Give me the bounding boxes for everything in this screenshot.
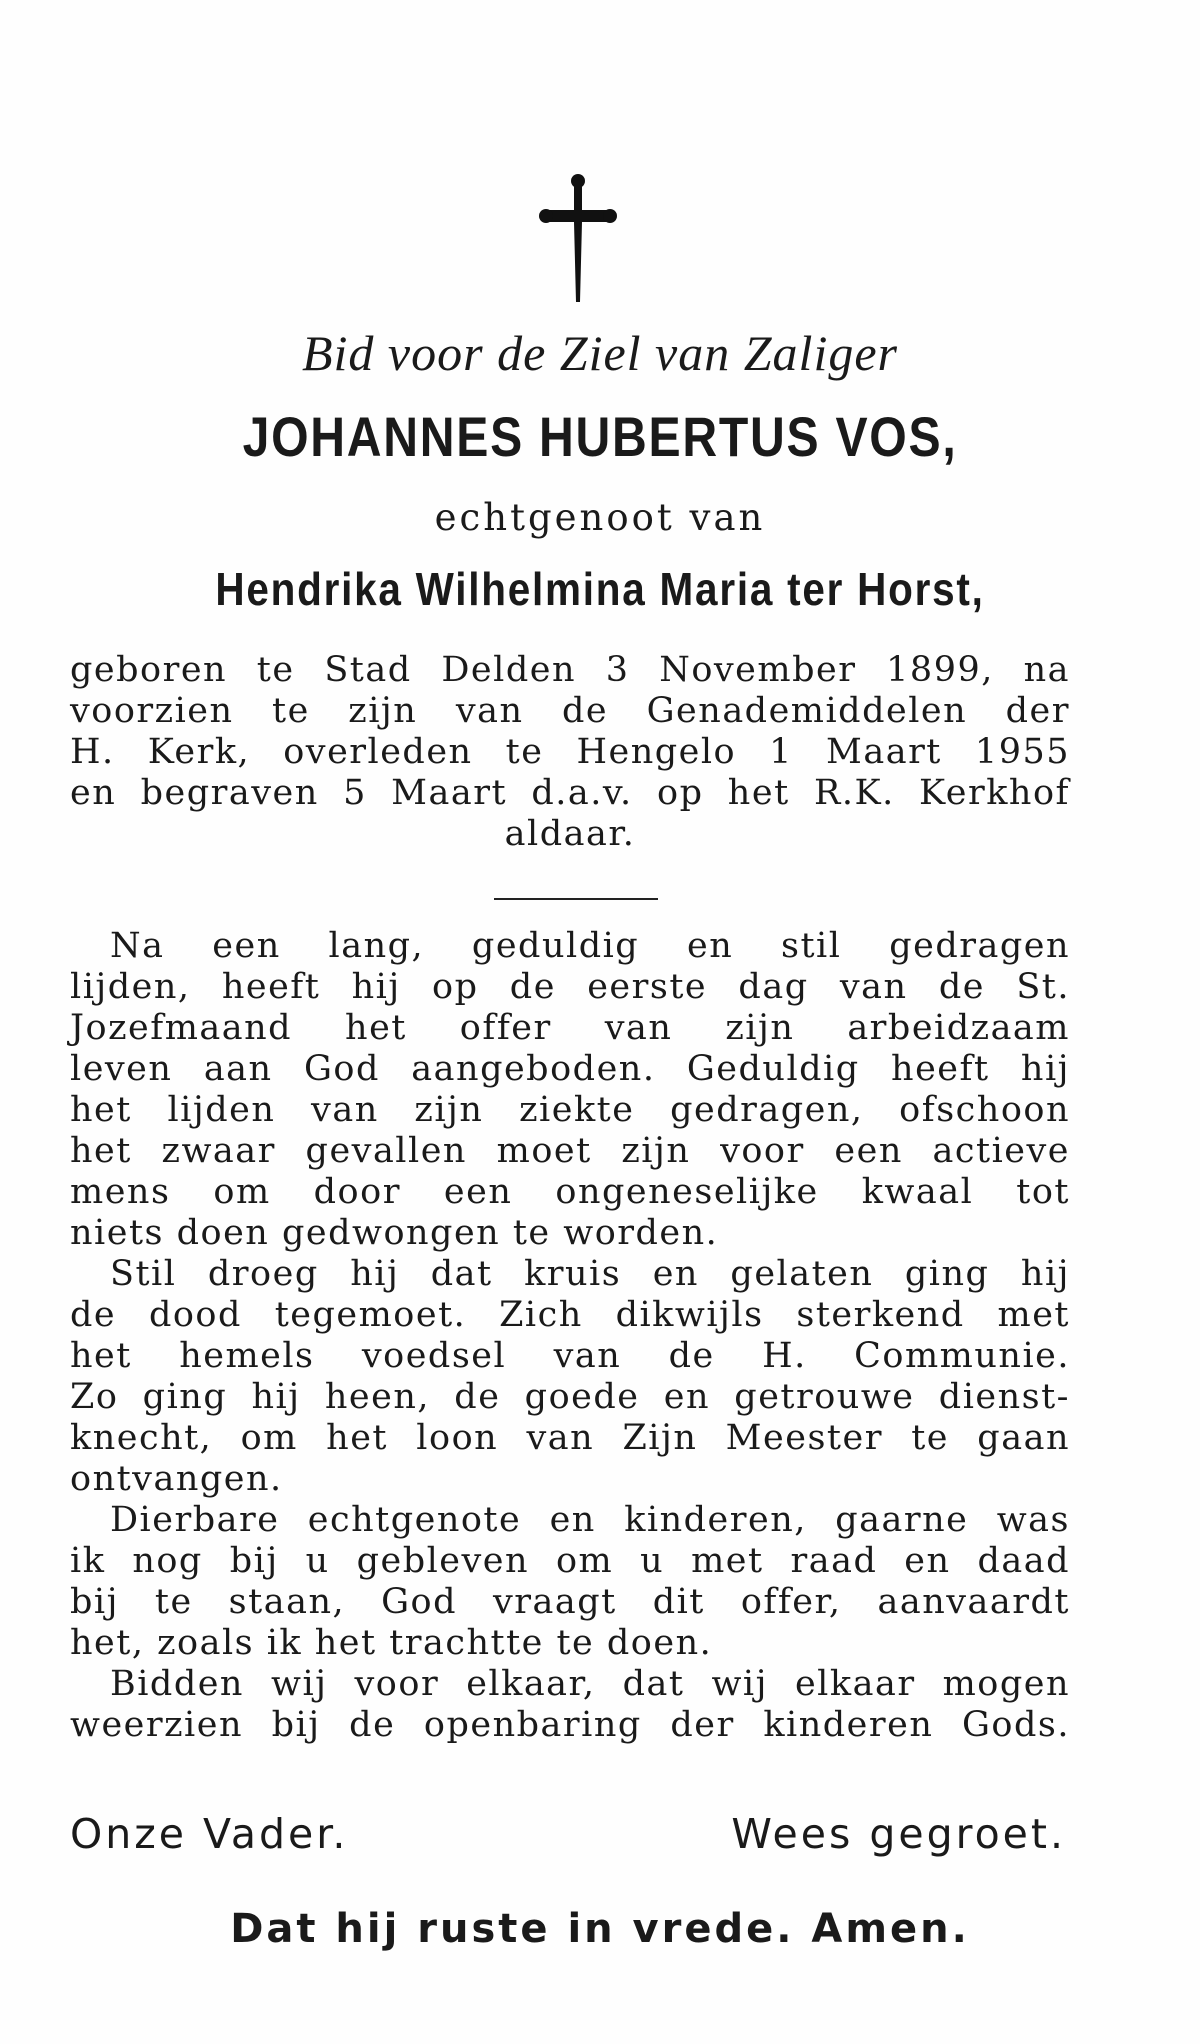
- meditation-line: bij te staan, God vraagt dit offer, aanvaardt: [70, 1582, 1070, 1622]
- deceased-name: JOHANNES HUBERTUS VOS,: [242, 405, 958, 468]
- spouse-name: Hendrika Wilhelmina Maria ter Horst,: [215, 563, 985, 615]
- meditation-line: de dood tegemoet. Zich dikwijls sterkend met: [70, 1295, 1070, 1335]
- bio-line: H. Kerk, overleden te Hengelo 1 Maart 1955: [70, 732, 1070, 772]
- bio-line: voorzien te zijn van de Genademiddelen der: [70, 691, 1070, 731]
- meditation-line: Na een lang, geduldig en stil gedragen: [110, 926, 1070, 966]
- biography-paragraph: [70, 650, 1070, 855]
- meditation-line: niets doen gedwongen te worden.: [70, 1213, 719, 1253]
- bio-line: geboren te Stad Delden 3 November 1899, na: [70, 650, 1070, 690]
- section-divider: [494, 898, 658, 900]
- meditation-line: Zo ging hij heen, de goede en getrouwe dienst-: [70, 1377, 1070, 1417]
- meditation-line: Jozefmaand het offer van zijn arbeidzaam: [70, 1008, 1070, 1048]
- bio-line: en begraven 5 Maart d.a.v. op het R.K. Kerkhof: [70, 773, 1070, 813]
- meditation-line: ik nog bij u gebleven om u met raad en daad: [70, 1541, 1070, 1581]
- meditation-text: [70, 926, 1070, 1746]
- prayer-our-father: Onze Vader.: [70, 1810, 349, 1858]
- meditation-line: knecht, om het loon van Zijn Meester te gaan: [70, 1418, 1070, 1458]
- rest-in-peace-line: Dat hij ruste in vrede. Amen.: [230, 1906, 970, 1952]
- meditation-line: mens om door een ongeneselijke kwaal tot: [70, 1172, 1070, 1212]
- meditation-line: Bidden wij voor elkaar, dat wij elkaar mogen: [110, 1664, 1070, 1704]
- meditation-line: lijden, heeft hij op de eerste dag van de St.: [70, 967, 1070, 1007]
- meditation-line: het hemels voedsel van de H. Communie.: [70, 1336, 1070, 1376]
- bio-line: aldaar.: [504, 814, 636, 854]
- meditation-line: het zwaar gevallen moet zijn voor een actieve: [70, 1131, 1070, 1171]
- meditation-line: het, zoals ik het trachtte te doen.: [70, 1623, 713, 1663]
- meditation-line: Dierbare echtgenote en kinderen, gaarne was: [110, 1500, 1070, 1540]
- meditation-line: ontvangen.: [70, 1459, 283, 1499]
- meditation-line: leven aan God aangeboden. Geduldig heeft hij: [70, 1049, 1070, 1089]
- spouse-label: echtgenoot van: [434, 496, 766, 539]
- latin-cross-icon: [538, 172, 618, 304]
- meditation-line: weerzien bij de openbaring der kinderen Gods.: [70, 1705, 1070, 1745]
- prayer-intro: Bid voor de Ziel van Zaliger: [302, 325, 898, 381]
- meditation-line: het lijden van zijn ziekte gedragen, ofschoon: [70, 1090, 1070, 1130]
- prayer-hail-mary: Wees gegroet.: [731, 1810, 1066, 1858]
- meditation-line: Stil droeg hij dat kruis en gelaten ging hij: [110, 1254, 1070, 1294]
